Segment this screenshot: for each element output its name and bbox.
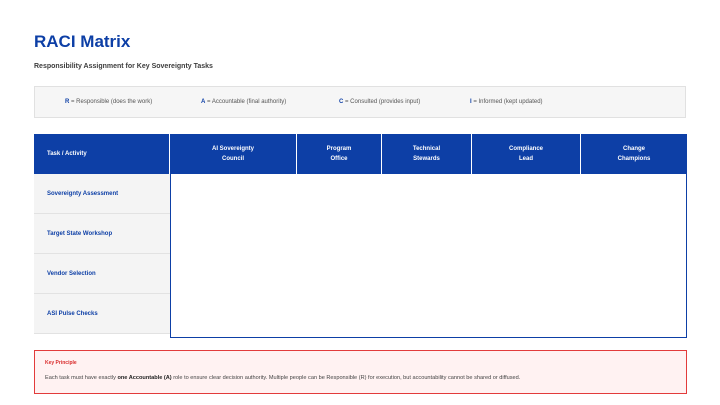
header-compliance-lead: Compliance Lead [472,134,580,174]
key-principle-callout [34,350,687,394]
page-title: RACI Matrix [34,32,131,51]
legend-text: = Accountable (final authority) [207,99,287,105]
header-program-office: Program Office [297,134,381,174]
legend-text: = Informed (kept updated) [473,99,543,105]
header-change-champions: Change Champions [581,134,687,174]
legend-item-informed [470,99,543,105]
key-principle-title: Key Principle [45,360,77,366]
row-asi-pulse-checks: ASI Pulse Checks [34,294,170,334]
raci-legend [34,86,686,118]
row-target-state-workshop: Target State Workshop [34,214,170,254]
raci-table [34,134,687,339]
legend-text: = Consulted (provides input) [345,99,421,105]
legend-item-accountable [201,99,286,105]
legend-key: R [65,99,70,105]
key-principle-text: Each task must have exactly one Accountable (A) role to ensure clear decision authority. Multiple people can be Responsible (R) for execution, but accountability cannot be shared or diffused. [45,375,521,381]
legend-key: C [339,99,344,105]
legend-key: I [470,99,472,105]
header-technical-stewards: Technical Stewards [382,134,471,174]
legend-item-consulted [339,99,420,105]
legend-text: = Responsible (does the work) [71,99,153,105]
row-sovereignty-assessment: Sovereignty Assessment [34,174,170,214]
row-vendor-selection: Vendor Selection [34,254,170,294]
page-subtitle: Responsibility Assignment for Key Sovereignty Tasks [34,63,213,70]
legend-key: A [201,99,206,105]
header-task-activity: Task / Activity [34,134,169,174]
raci-table-body [170,174,687,338]
header-ai-sovereignty-council: AI Sovereignty Council [170,134,296,174]
legend-item-responsible [65,99,152,105]
